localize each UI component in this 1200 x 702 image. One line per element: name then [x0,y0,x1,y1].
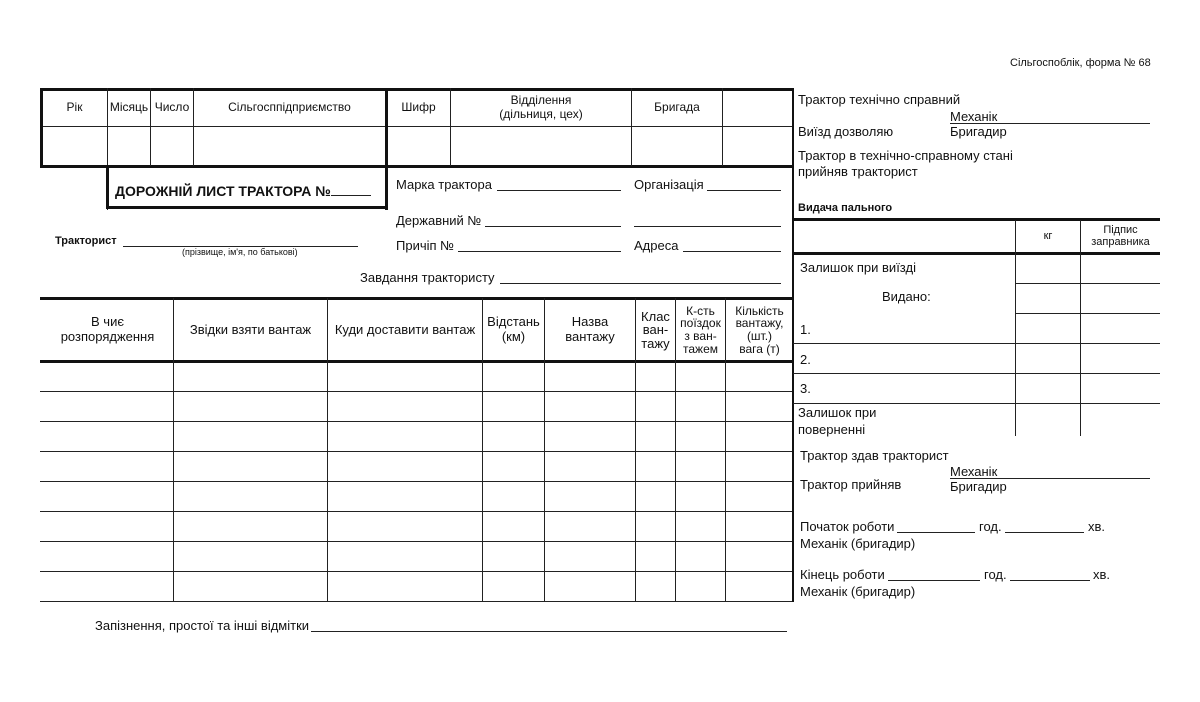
notes-field[interactable] [311,631,787,632]
mechanic-label: Механік [950,109,998,124]
issued-3: 3. [800,381,811,396]
end-min-field[interactable] [1010,580,1090,581]
right-panel-divider [792,88,794,602]
issued-2: 2. [800,352,811,367]
brigadier-label: Бригадир [950,124,1007,139]
mechanic-2-label: Механік [950,464,998,479]
col-trips: К-сть поїздок з ван- тажем [680,303,721,356]
end-signer: Механік (бригадир) [800,584,916,599]
start-signer: Механік (бригадир) [800,536,916,551]
header-brigade: Бригада [654,100,700,115]
organization-field-2[interactable] [634,226,781,227]
end-label: Кінець роботи [800,567,885,582]
header-day: Число [154,100,190,115]
handed-label: Трактор здав тракторист [800,448,949,463]
issued-label: Видано: [882,289,931,304]
received-label: Трактор прийняв [800,477,902,492]
accepted-line-1: Трактор в технічно-справному стані [798,148,1013,163]
brand-field[interactable] [497,190,621,191]
tech-ok-label: Трактор технічно справний [798,92,961,107]
trailer-field[interactable] [458,251,621,252]
fuel-title: Видача пального [798,202,893,214]
start-hour-field[interactable] [897,532,975,533]
start-label: Початок роботи [800,519,895,534]
start-min-label: хв. [1088,519,1106,534]
col-cargo-name: Назва вантажу [565,314,615,344]
page-title: ДОРОЖНІЙ ЛИСТ ТРАКТОРА № [115,183,371,199]
brigadier-2-label: Бригадир [950,479,1007,494]
fuel-kg-header: кг [1043,229,1053,242]
tractorist-label: Тракторист [55,235,117,247]
accepted-line-2: прийняв тракторист [798,164,918,179]
start-min-field[interactable] [1005,532,1084,533]
issued-1: 1. [800,322,811,337]
start-hour-label: год. [979,519,1002,534]
organization-label: Організація [634,177,704,192]
col-quantity: Кількість вантажу, (шт.) вага (т) [735,303,784,356]
address-label: Адреса [634,238,679,253]
col-cargo-class: Клас ван- тажу [641,308,670,351]
header-month: Місяць [109,100,149,115]
col-order: В чиє розпорядження [60,314,155,344]
fuel-sign-header: Підпис заправника [1091,223,1150,248]
task-label: Завдання трактористу [360,270,495,285]
task-field[interactable] [500,283,781,284]
header-code: Шифр [401,100,436,115]
remain-return-1: Залишок при [798,405,877,420]
tractorist-hint: (прізвище, ім'я, по батькові) [182,247,298,257]
end-hour-field[interactable] [888,580,980,581]
header-department: Відділення (дільниця, цех) [499,93,583,121]
brand-label: Марка трактора [396,177,492,192]
header-year: Рік [66,100,83,115]
form-label: Сільгоспоблік, форма № 68 [1010,57,1151,69]
end-min-label: хв. [1093,567,1111,582]
end-hour-label: год. [984,567,1007,582]
organization-field[interactable] [707,190,781,191]
col-distance: Відстань (км) [487,314,540,344]
col-from: Звідки взяти вантаж [189,321,312,337]
trailer-label: Причіп № [396,238,455,253]
exit-allowed-label: Виїзд дозволяю [798,124,894,139]
header-enterprise: Сільгосппідприємство [228,100,351,115]
state-no-field[interactable] [485,226,621,227]
address-field[interactable] [683,251,781,252]
remain-exit-label: Залишок при виїзді [800,260,916,275]
col-to: Куди доставити вантаж [334,321,476,337]
remain-return-2: поверненні [798,422,866,437]
state-no-label: Державний № [396,213,482,228]
notes-label: Запізнення, простої та інші відмітки [95,618,310,633]
